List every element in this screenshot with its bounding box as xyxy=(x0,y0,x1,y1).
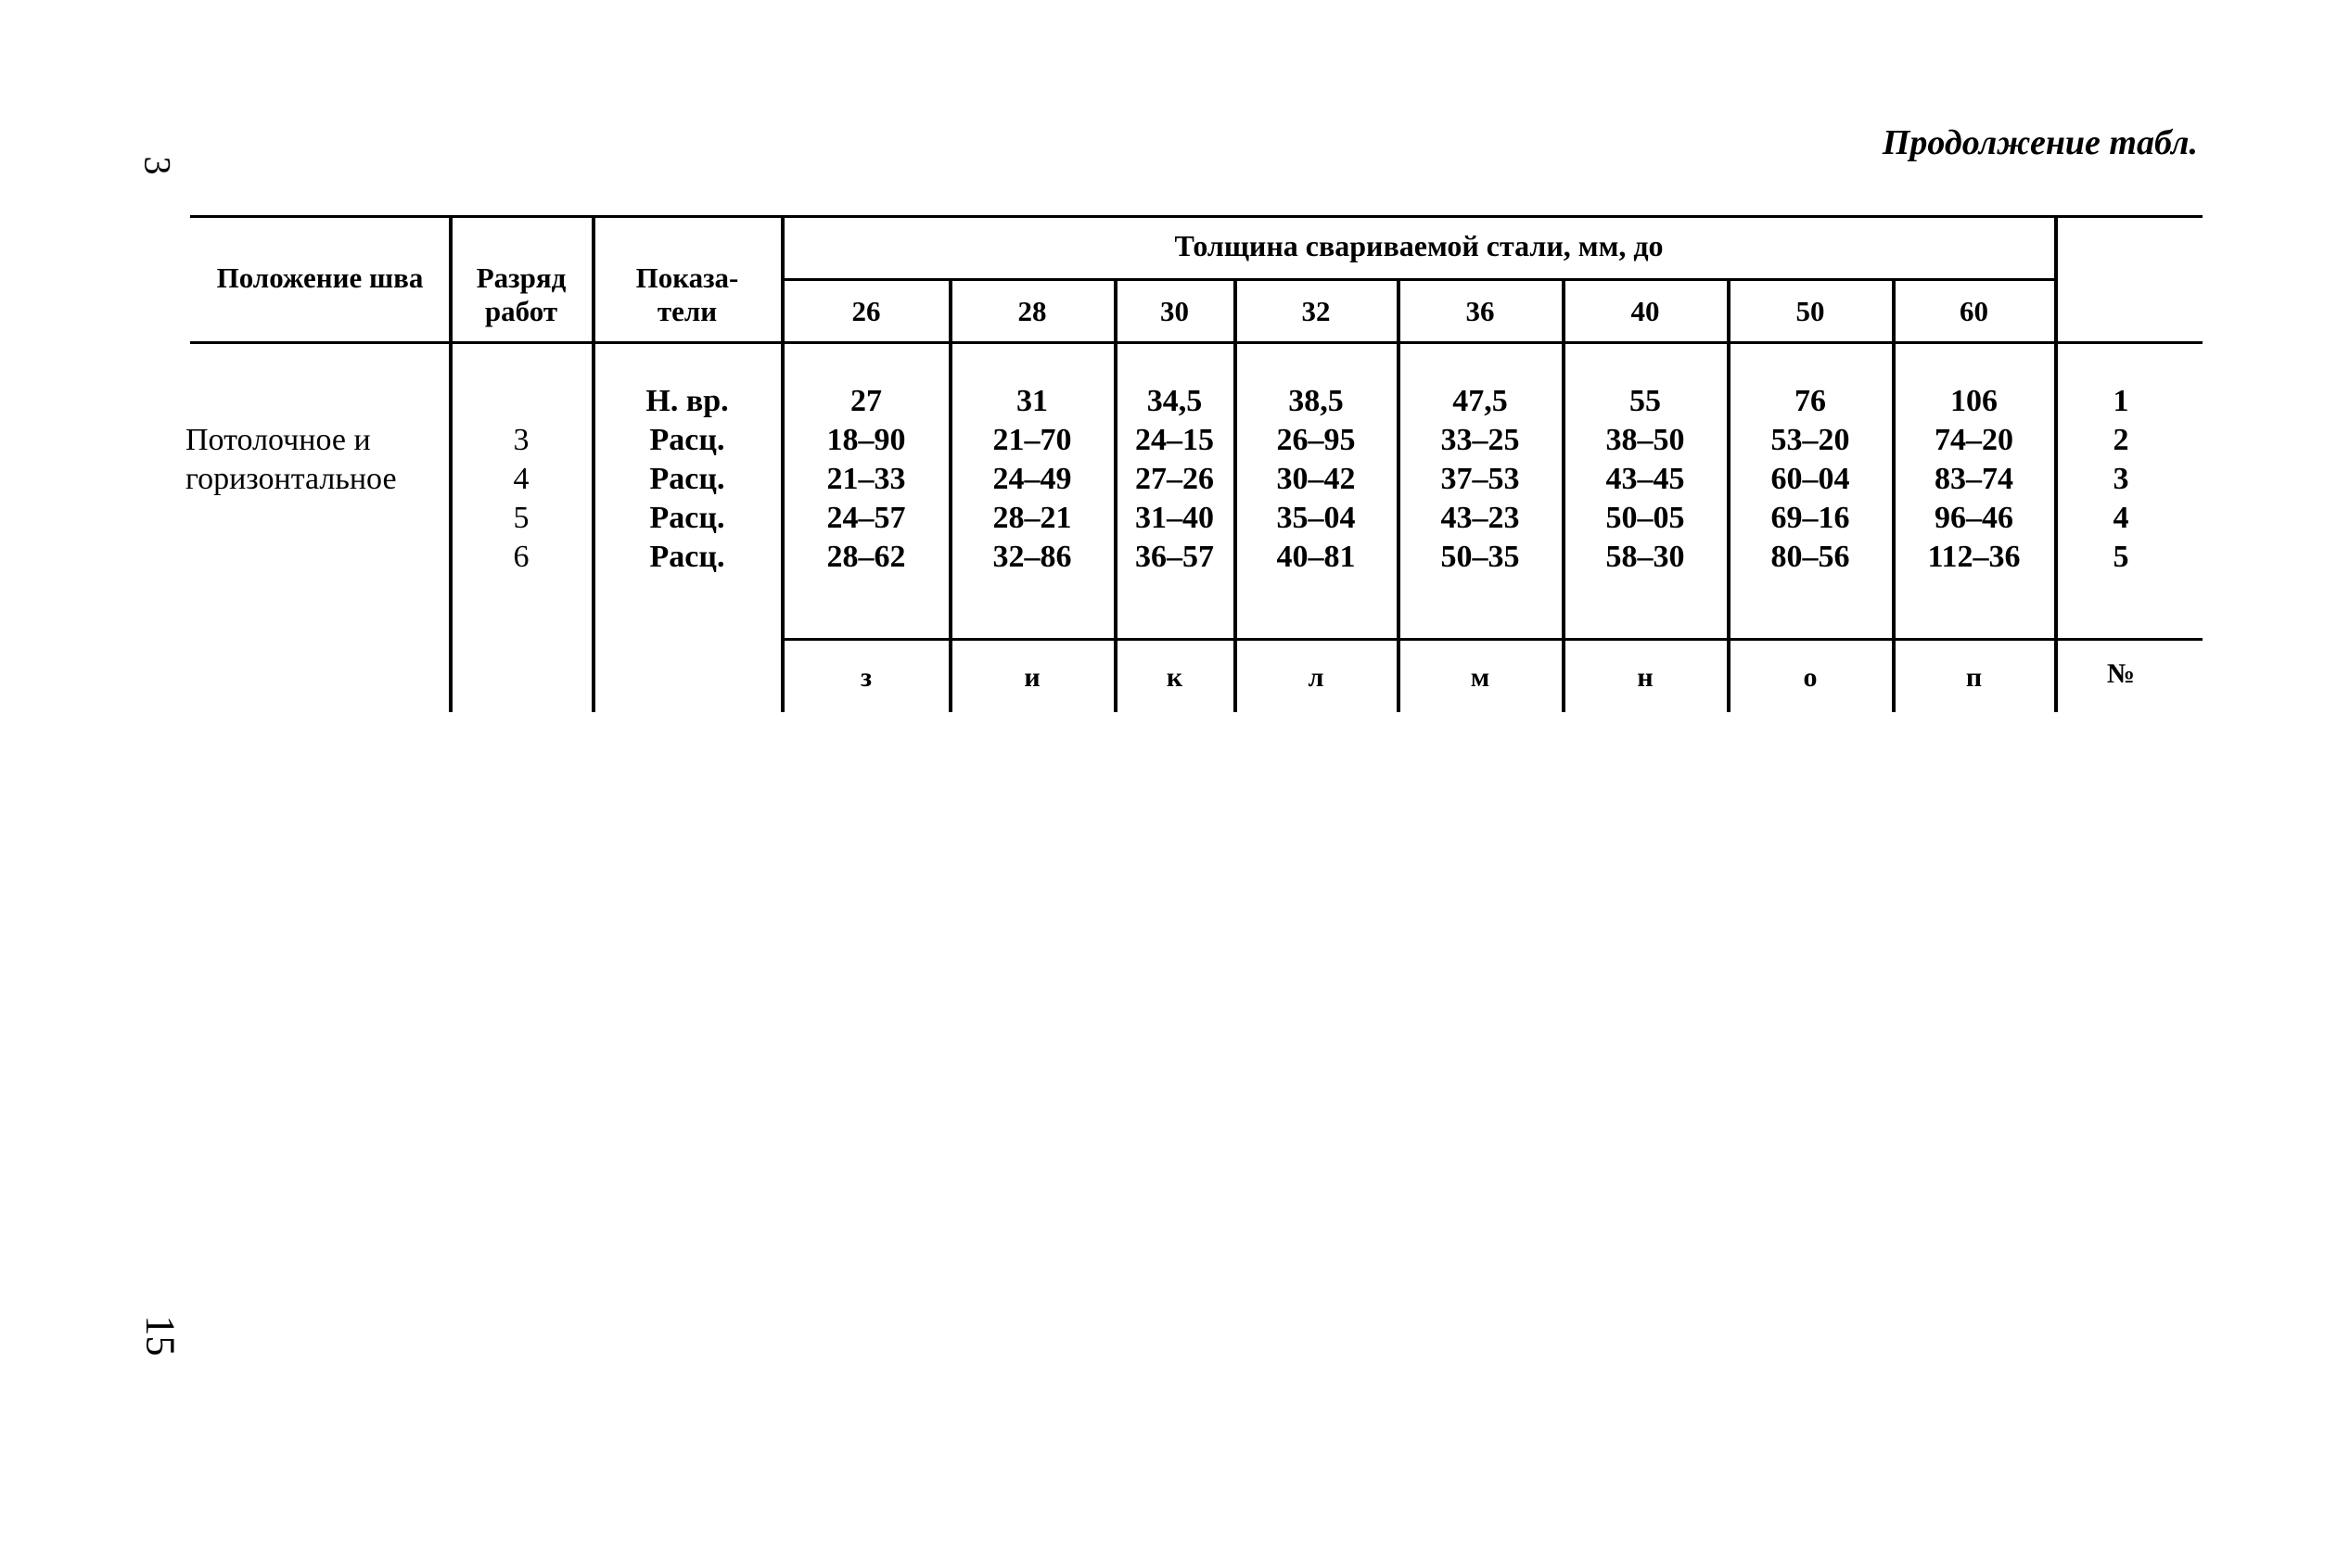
value-cell: 38,5 xyxy=(1288,384,1344,418)
value-cell: 50–35 xyxy=(1440,540,1520,574)
value-cell: 33–25 xyxy=(1440,423,1520,457)
codes-rule xyxy=(784,638,2203,641)
indicator-cell: Расц. xyxy=(649,540,725,574)
value-cell: 31 xyxy=(1016,384,1048,418)
value-cell: 38–50 xyxy=(1605,423,1685,457)
page-number-top: 3 xyxy=(136,156,179,175)
value-cell: 26–95 xyxy=(1276,423,1356,457)
page-number-bottom: 15 xyxy=(137,1315,184,1357)
value-cell: 31–40 xyxy=(1135,501,1214,535)
value-cell: 36–57 xyxy=(1135,540,1214,574)
row-number-cell: 1 xyxy=(2113,384,2129,418)
value-cell: 106 xyxy=(1950,384,1998,418)
value-cell: 28–62 xyxy=(826,540,906,574)
value-cell: 21–70 xyxy=(992,423,1072,457)
value-cell: 32–86 xyxy=(992,540,1072,574)
value-cell: 27–26 xyxy=(1135,462,1214,496)
grade-cell: 6 xyxy=(513,540,530,574)
value-cell: 47,5 xyxy=(1452,384,1508,418)
value-cell: 24–49 xyxy=(992,462,1072,496)
row-number-cell: 4 xyxy=(2113,501,2129,535)
table-top-rule xyxy=(190,215,2203,218)
column-code: м xyxy=(1470,662,1490,693)
thickness-subheader-rule xyxy=(784,278,2054,281)
value-cell: 21–33 xyxy=(826,462,906,496)
value-cell: 28–21 xyxy=(992,501,1072,535)
value-cell: 53–20 xyxy=(1770,423,1850,457)
value-cell: 34,5 xyxy=(1146,384,1203,418)
value-cell: 40–81 xyxy=(1276,540,1356,574)
row-number-cell: 3 xyxy=(2113,462,2129,496)
grade-cell: 4 xyxy=(513,462,530,496)
thickness-col-60: 60 xyxy=(1960,295,1988,327)
value-cell: 43–23 xyxy=(1440,501,1520,535)
header-position: Положение шва xyxy=(216,261,424,294)
value-cell: 60–04 xyxy=(1770,462,1850,496)
header-grade: Разряд работ xyxy=(476,261,567,327)
indicator-cell: Расц. xyxy=(649,501,725,535)
thickness-col-28: 28 xyxy=(1017,295,1047,327)
value-cell: 43–45 xyxy=(1605,462,1685,496)
header-bottom-rule xyxy=(190,341,2203,344)
number-sign: № xyxy=(2106,658,2136,689)
thickness-col-40: 40 xyxy=(1630,295,1660,327)
value-cell: 27 xyxy=(850,384,882,418)
thickness-col-36: 36 xyxy=(1465,295,1495,327)
value-cell: 50–05 xyxy=(1605,501,1685,535)
header-indicators: Показа- тели xyxy=(635,261,739,327)
thickness-col-32: 32 xyxy=(1301,295,1331,327)
value-cell: 55 xyxy=(1629,384,1661,418)
grade-cell: 3 xyxy=(513,423,530,457)
indicator-cell: Расц. xyxy=(649,423,725,457)
thickness-col-26: 26 xyxy=(851,295,881,327)
grade-cell: 5 xyxy=(513,501,530,535)
value-cell: 30–42 xyxy=(1276,462,1356,496)
value-cell: 24–57 xyxy=(826,501,906,535)
value-cell: 35–04 xyxy=(1276,501,1356,535)
thickness-col-50: 50 xyxy=(1795,295,1825,327)
value-cell: 80–56 xyxy=(1770,540,1850,574)
value-cell: 37–53 xyxy=(1440,462,1520,496)
header-thickness: Толщина свариваемой стали, мм, до xyxy=(1174,229,1664,262)
table-caption: Продолжение табл. xyxy=(1882,123,2198,162)
value-cell: 58–30 xyxy=(1605,540,1685,574)
value-cell: 24–15 xyxy=(1135,423,1214,457)
column-code: п xyxy=(1965,662,1983,693)
column-code: н xyxy=(1637,662,1654,693)
thickness-col-30: 30 xyxy=(1160,295,1189,327)
column-code: к xyxy=(1166,662,1183,693)
value-cell: 96–46 xyxy=(1935,501,2013,535)
value-cell: 76 xyxy=(1794,384,1826,418)
value-cell: 18–90 xyxy=(826,423,906,457)
column-code: и xyxy=(1024,662,1041,693)
indicator-cell: Н. вр. xyxy=(645,384,729,418)
column-code: з xyxy=(860,662,873,693)
value-cell: 69–16 xyxy=(1770,501,1850,535)
value-cell: 74–20 xyxy=(1935,423,2013,457)
value-cell: 112–36 xyxy=(1927,540,2021,574)
column-code: о xyxy=(1803,662,1818,693)
column-code: л xyxy=(1308,662,1324,693)
position-label: Потолочное и горизонтальное xyxy=(185,423,397,496)
value-cell: 83–74 xyxy=(1935,462,2013,496)
row-number-cell: 5 xyxy=(2113,540,2129,574)
indicator-cell: Расц. xyxy=(649,462,725,496)
row-number-cell: 2 xyxy=(2113,423,2129,457)
